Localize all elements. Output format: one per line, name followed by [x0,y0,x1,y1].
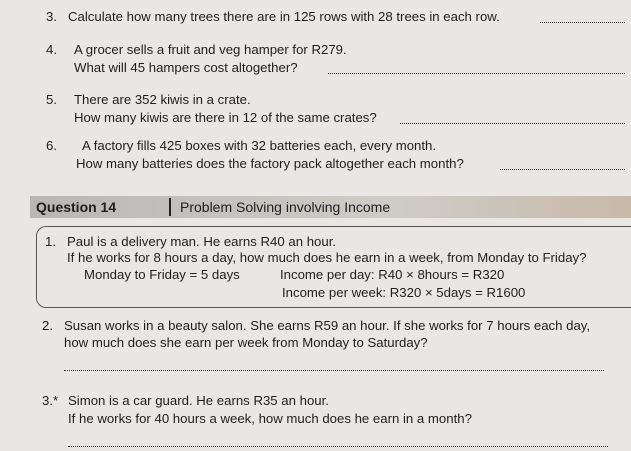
answer-line[interactable] [68,446,608,447]
answer-line[interactable] [500,169,625,170]
worked-step: Monday to Friday = 5 days [84,267,240,282]
question-number: 4. [46,42,57,57]
answer-line[interactable] [64,370,604,371]
question-text: How many batteries does the factory pack altogether each month? [76,156,464,171]
question-text: If he works for 40 hours a week, how much does he earn in a month? [68,411,472,426]
answer-line[interactable] [328,73,625,74]
question-text: What will 45 hampers cost altogether? [74,60,298,75]
question-number: 5. [46,92,57,107]
worked-step: Income per day: R40 × 8hours = R320 [280,267,505,282]
answer-line[interactable] [540,22,625,23]
worked-step: Income per week: R320 × 5days = R1600 [282,285,526,300]
question-text: Simon is a car guard. He earns R35 an hour. [68,393,329,408]
section-number: Question 14 [36,199,117,215]
question-text: Susan works in a beauty salon. She earns R59 an hour. If she works for 7 hours each day, [64,318,591,333]
divider [169,198,171,216]
question-text: There are 352 kiwis in a crate. [74,92,251,107]
question-number: 6. [46,138,57,153]
question-text: A grocer sells a fruit and veg hamper for R279. [74,42,347,57]
question-text: If he works for 8 hours a day, how much does he earn in a week, from Monday to Friday? [67,250,587,265]
question-number: 3. [46,9,57,24]
question-text: A factory fills 425 boxes with 32 batteries each, every month. [82,138,437,153]
question-number: 1. [45,234,56,249]
question-number: 3.* [42,393,59,408]
question-text: how much does she earn per week from Monday to Saturday? [64,335,428,350]
question-text: Paul is a delivery man. He earns R40 an hour. [67,234,337,249]
question-text: How many kiwis are there in 12 of the same crates? [74,110,377,125]
section-title: Problem Solving involving Income [180,199,391,215]
answer-line[interactable] [400,123,625,124]
section-header [30,196,631,218]
question-number: 2. [42,318,53,333]
question-text: Calculate how many trees there are in 125 rows with 28 trees in each row. [68,9,500,24]
